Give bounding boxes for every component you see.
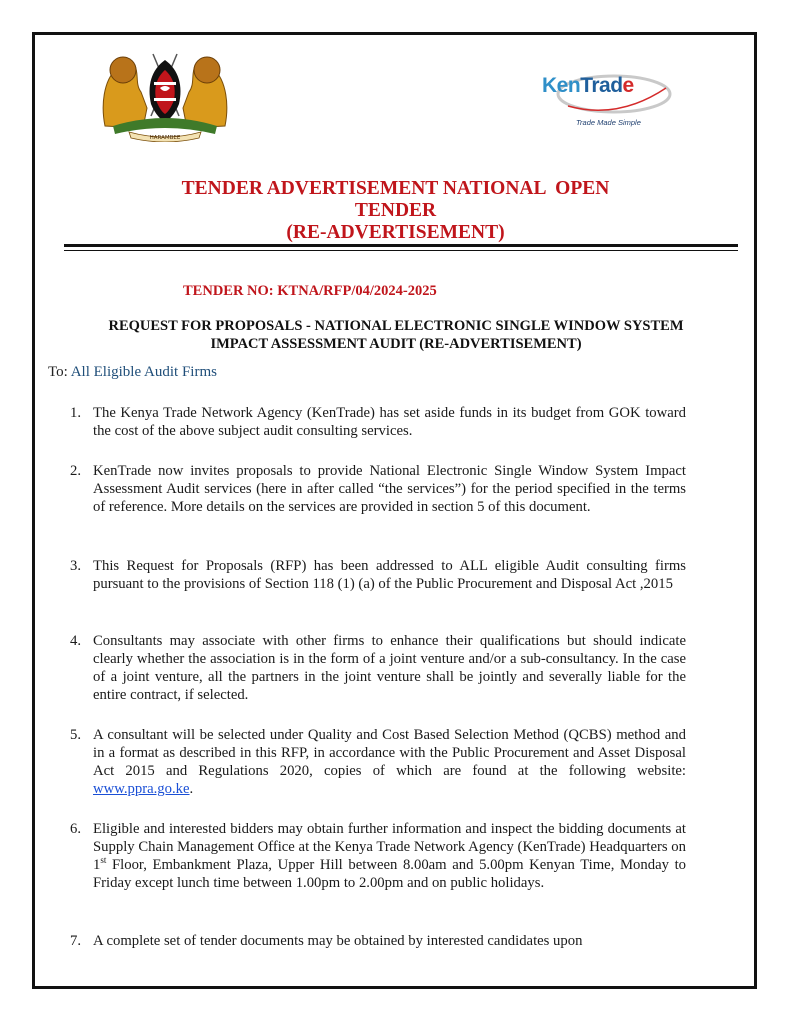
list-item-text: A complete set of tender documents may be obtained by interested candidates upon [93,933,583,949]
list-item-text: This Request for Proposals (RFP) has been addressed to ALL eligible Audit consulting firms pursuant to the provisions of Section 118 (1) (a) of the Public Procurement and Disposal Act ,2015 [93,558,686,592]
list-item-text: Eligible and interested bidders may obtain further information and inspect the bidding documents at Supply Chain Management Office at the Kenya Trade Network Agency (KenTrade) Headquarters on 1st Floor, Embankment Plaza, Upper Hill between 8.00am and 5.00pm Kenyan Time, Monday to Friday except lunch time between 1.00pm to 2.00pm and on public holidays. [93,821,686,891]
addressee-recipient: All Eligible Audit Firms [70,364,217,380]
rfp-heading-line-1: REQUEST FOR PROPOSALS - NATIONAL ELECTRONIC SINGLE WINDOW SYSTEM [108,318,684,334]
document-title [40,178,751,244]
list-item-number: 4. [70,633,82,649]
list-item-text: Consultants may associate with other firms to enhance their qualifications but should indicate clearly whether the association is in the form of a joint venture and/or a sub-consultancy. In the case of a joint venture, all the partners in the joint venture shall be jointly and severally liable for the entire contract, if selected. [93,633,686,703]
list-item-number: 1. [70,405,82,421]
list-item [70,462,686,516]
kentrade-tagline: Trade Made Simple [576,118,641,127]
kenya-coat-of-arms-logo [95,46,235,142]
list-item-number: 7. [70,933,82,949]
list-item-text: The Kenya Trade Network Agency (KenTrade) has set aside funds in its budget from GOK toward the cost of the above subject audit consulting services. [93,405,686,439]
title-line-1: TENDER ADVERTISEMENT NATIONAL OPEN [181,178,610,199]
list-item [70,404,686,440]
list-item-number: 6. [70,821,82,837]
list-item-number: 2. [70,463,82,479]
list-item [70,632,686,704]
ppra-website-link[interactable]: www.ppra.go.ke [93,781,190,797]
rfp-heading [52,317,740,353]
addressee-line [48,364,217,381]
list-item [70,932,686,950]
rfp-heading-line-2: IMPACT ASSESSMENT AUDIT (RE-ADVERTISEMENT) [210,336,582,352]
list-item [70,726,686,798]
kentrade-logo [538,68,674,130]
list-item-text: KenTrade now invites proposals to provide National Electronic Single Window System Impact Assessment Audit services (here in after called “the services”) for the period specified in the terms of reference. More details on the services are provided in section 5 of this document. [93,463,686,515]
title-line-3: (RE-ADVERTISEMENT) [286,222,505,243]
coat-of-arms-motto: HARAMBEE [149,135,181,141]
addressee-prefix: To: [48,364,71,380]
list-item-number: 5. [70,727,82,743]
kentrade-wordmark: KenTrade [542,74,634,97]
title-divider-thick [64,244,738,247]
list-item-number: 3. [70,558,82,574]
list-item [70,557,686,593]
list-item-text: A consultant will be selected under Quality and Cost Based Selection Method (QCBS) method and in a format as described in this RFP, in accordance with the Public Procurement and Asset Disposal Act 2015 and Regulations 2020, copies of which are found at the following website: www.ppra.go.ke. [93,727,686,797]
title-line-2: TENDER [354,200,437,221]
tender-number: TENDER NO: KTNA/RFP/04/2024-2025 [183,283,437,299]
list-item [70,820,686,892]
title-divider-thin [64,250,738,251]
